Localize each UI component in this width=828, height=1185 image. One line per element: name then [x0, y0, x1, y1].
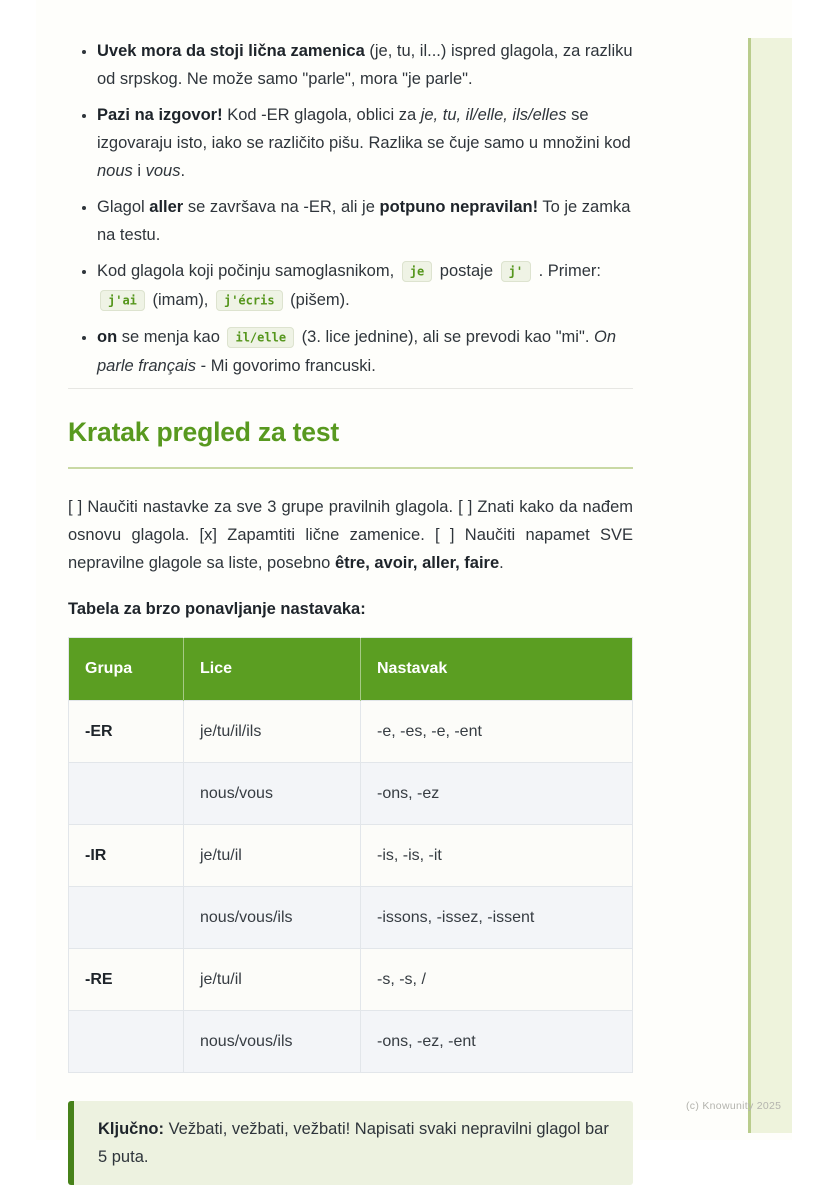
section-heading: Kratak pregled za test	[68, 415, 633, 469]
text-segment: se menja kao	[117, 328, 225, 346]
text-segment: Uvek mora da stoji lična zamenica	[97, 42, 365, 60]
table-cell	[69, 887, 184, 949]
text-segment: Ključno:	[98, 1120, 164, 1138]
text-segment: on	[97, 328, 118, 346]
table-row	[69, 949, 633, 1011]
inline-code-chip: j'	[501, 261, 531, 282]
table-cell: -issons, -issez, -issent	[361, 887, 633, 949]
table-cell	[69, 763, 184, 825]
table-cell: je/tu/il	[184, 825, 361, 887]
text-segment: potpuno nepravilan!	[379, 198, 539, 216]
table-cell: nous/vous/ils	[184, 1011, 361, 1073]
page-margin-strip	[748, 38, 792, 1133]
bullet-item	[97, 37, 633, 93]
table-cell: -ER	[69, 701, 184, 763]
checklist-paragraph	[68, 493, 633, 577]
table-header-row	[69, 638, 633, 701]
text-segment: (pišem).	[285, 291, 350, 309]
table-row	[69, 887, 633, 949]
text-segment: (je, tu, il...) ispred glagola, za razliku od srpskog. Ne može samo "parle", mora "je parle".	[97, 42, 633, 88]
page-content	[68, 0, 633, 1185]
inline-code-chip: j'écris	[216, 290, 283, 311]
text-segment: .	[499, 554, 504, 572]
notes-bullet-list	[68, 37, 633, 380]
key-callout	[68, 1101, 633, 1185]
text-segment: . Primer:	[534, 262, 601, 280]
table-cell: -s, -s, /	[361, 949, 633, 1011]
table-cell: je/tu/il/ils	[184, 701, 361, 763]
text-segment: se završava na -ER, ali je	[183, 198, 380, 216]
verb-endings-table	[68, 637, 633, 1073]
table-cell: nous/vous	[184, 763, 361, 825]
text-segment: (3. lice jednine), ali se prevodi kao "mi".	[297, 328, 594, 346]
table-row	[69, 1011, 633, 1073]
table-body	[69, 701, 633, 1073]
table-cell: je/tu/il	[184, 949, 361, 1011]
section-divider	[68, 388, 633, 389]
text-segment: aller	[149, 198, 184, 216]
text-segment: .	[180, 162, 186, 180]
table-cell: -IR	[69, 825, 184, 887]
table-cell: -ons, -ez	[361, 763, 633, 825]
document-page	[36, 0, 792, 1166]
text-segment: vous	[145, 162, 181, 180]
table-cell: -e, -es, -e, -ent	[361, 701, 633, 763]
table-header-cell: Lice	[184, 638, 361, 701]
text-segment: se izgovaraju isto, iako se različito pišu. Razlika se čuje samo u množini kod	[97, 106, 631, 152]
table-row	[69, 701, 633, 763]
bullet-item	[97, 257, 633, 315]
copyright-watermark: (c) Knowunity 2025	[686, 1100, 782, 1112]
text-segment: [ ] Naučiti nastavke za sve 3 grupe pravilnih glagola. [ ] Znati kako da nađem osnovu glagola. [x] Zapamtiti lične zamenice. [ ] Naučiti napamet SVE nepravilne glagole sa liste, posebno	[68, 498, 633, 572]
table-cell: -ons, -ez, -ent	[361, 1011, 633, 1073]
text-segment: Kod -ER glagola, oblici za	[222, 106, 421, 124]
text-segment: Vežbati, vežbati, vežbati! Napisati svaki nepravilni glagol bar 5 puta.	[98, 1120, 609, 1166]
inline-code-chip: il/elle	[227, 327, 294, 348]
text-segment: Pazi na izgovor!	[97, 106, 223, 124]
table-caption: Tabela za brzo ponavljanje nastavaka:	[68, 600, 366, 618]
table-row	[69, 825, 633, 887]
text-segment: (imam),	[147, 291, 213, 309]
text-segment: On parle français	[97, 328, 617, 375]
text-segment: je, tu, il/elle, ils/elles	[420, 106, 567, 124]
table-cell: -RE	[69, 949, 184, 1011]
table-cell: nous/vous/ils	[184, 887, 361, 949]
callout-text	[98, 1115, 609, 1171]
text-segment: i	[132, 162, 146, 180]
text-segment: Glagol	[97, 198, 150, 216]
table-row	[69, 763, 633, 825]
table-cell: -is, -is, -it	[361, 825, 633, 887]
inline-code-chip: je	[402, 261, 432, 282]
text-segment: Kod glagola koji počinju samoglasnikom,	[97, 262, 399, 280]
bullet-item	[97, 101, 633, 185]
text-segment: être, avoir, aller, faire	[334, 554, 500, 572]
table-cell	[69, 1011, 184, 1073]
text-segment: To je zamka na testu.	[97, 198, 631, 244]
table-header-cell: Grupa	[69, 638, 184, 701]
text-segment: - Mi govorimo francuski.	[196, 357, 376, 375]
bullet-item	[97, 193, 633, 249]
text-segment: postaje	[435, 262, 498, 280]
inline-code-chip: j'ai	[100, 290, 145, 311]
text-segment: nous	[97, 162, 133, 180]
bullet-item	[97, 323, 633, 380]
table-header-cell: Nastavak	[361, 638, 633, 701]
